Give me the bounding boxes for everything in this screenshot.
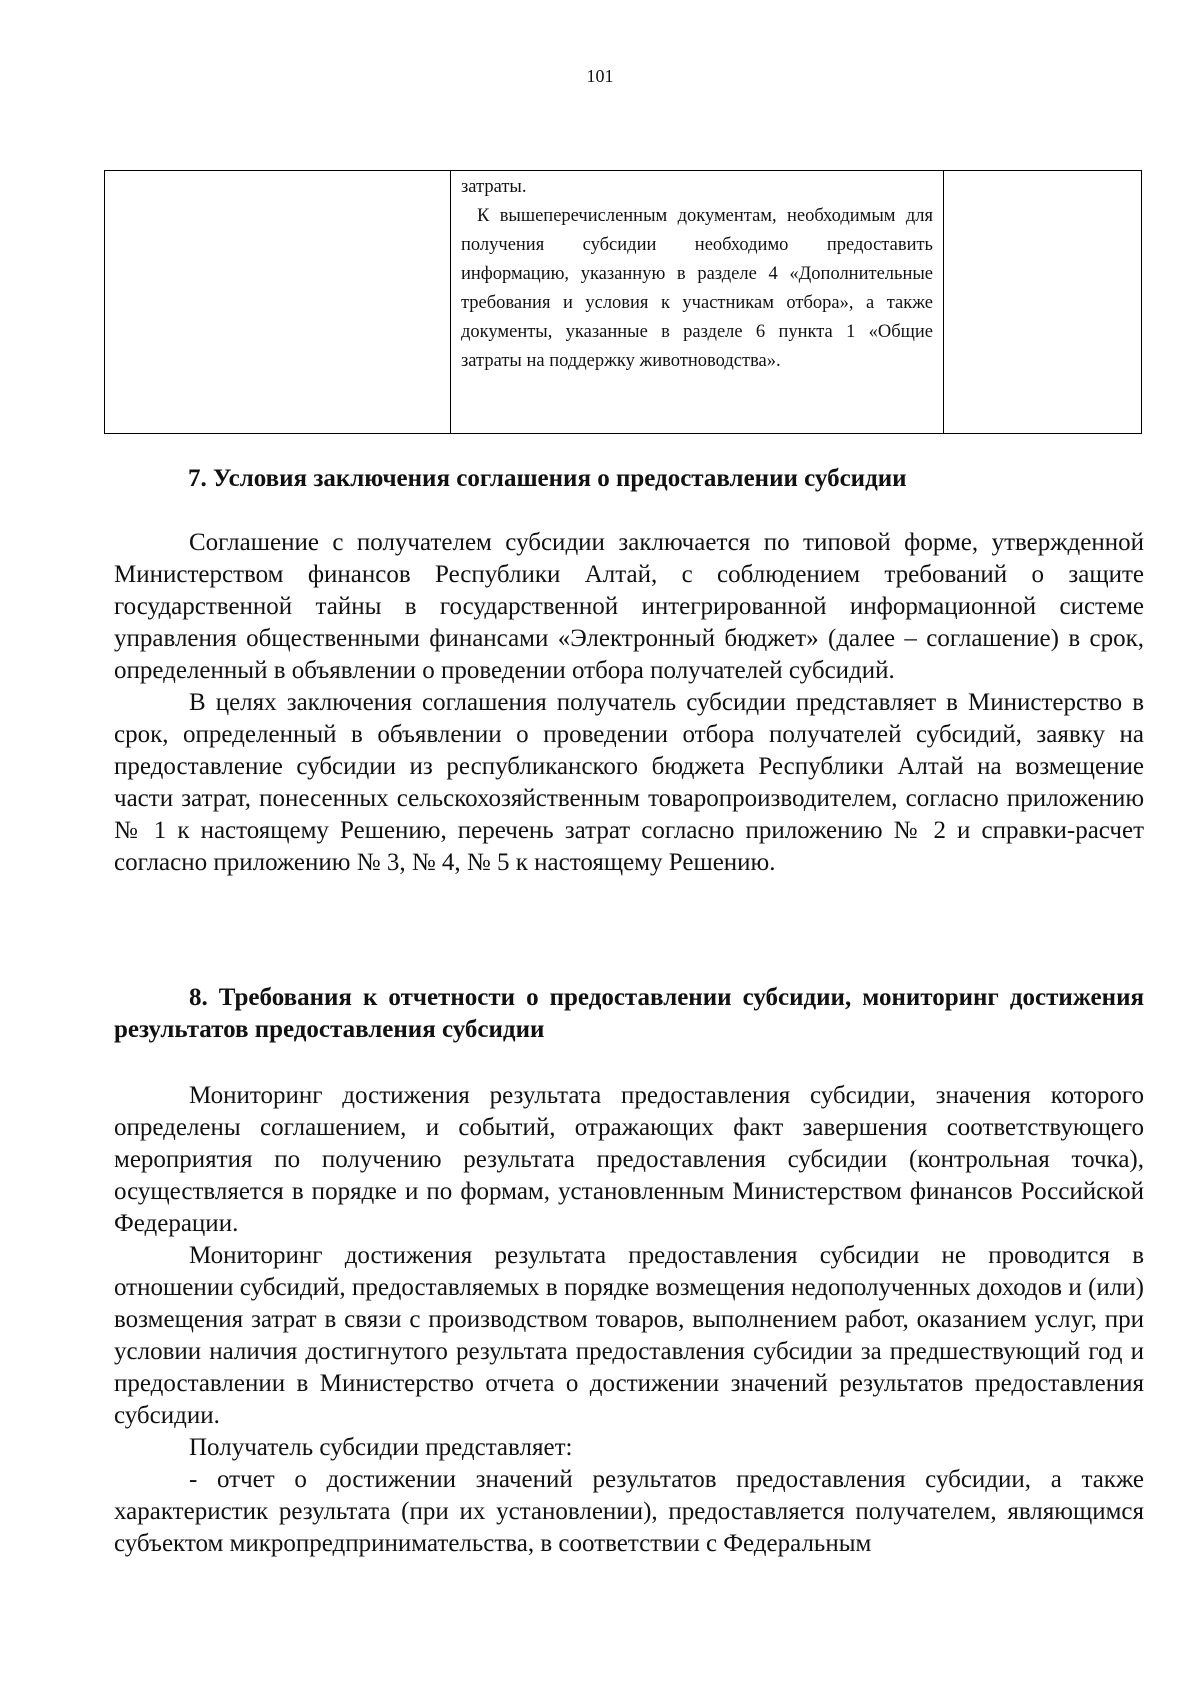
paragraph: Соглашение с получателем субсидии заключается по типовой форме, утвержденной Министерством финансов Республики Алтай, с соблюдением требований о защите государственной тайны в государственной интегрированной информационной системе управления общественными финансами «Электронный бюджет» (далее – соглашение) в срок, определенный в объявлении о проведении отбора получателей субсидий. bbox=[114, 529, 1144, 684]
paragraph: В целях заключения соглашения получатель субсидии представляет в Министерство в срок, определенный в объявлении о проведении отбора получателей субсидий, заявку на предоставление субсидии из республиканского бюджета Республики Алтай на возмещение части затрат, понесенных сельскохозяйственным товаропроизводителем, согласно приложению № 1 к настоящему Решению, перечень затрат согласно приложению № 2 и справки-расчет согласно приложению № 3, № 4, № 5 к настоящему Решению. bbox=[114, 689, 1144, 876]
table-cell-text bbox=[451, 171, 944, 434]
paragraph: Мониторинг достижения результата предоставления субсидии, значения которого определены соглашением, и событий, отражающих факт завершения соответствующего мероприятия по получению результата предоставления субсидии (контрольная точка), осуществляется в порядке и по формам, установленным Министерством финансов Российской Федерации. bbox=[114, 1082, 1144, 1237]
table-row bbox=[105, 171, 1142, 434]
continuation-table bbox=[104, 170, 1142, 434]
table-cell-empty-left bbox=[105, 171, 451, 434]
section-7-heading: 7. Условия заключения соглашения о предоставлении субсидии bbox=[188, 465, 907, 492]
paragraph: - отчет о достижении значений результатов предоставления субсидии, а также характеристик результата (при их установлении), предоставляется получателем, являющимся субъектом микропредпринимательства, в соответствии с Федеральным bbox=[114, 1466, 1144, 1557]
table-cell-line: К вышеперечисленным документам, необходимым для получения субсидии необходимо предоставить информацию, указанную в разделе 4 «Дополнительные требования и условия к участникам отбора», а также документы, указанные в разделе 6 пункта 1 «Общие затраты на поддержку животноводства». bbox=[461, 206, 933, 371]
table-cell-empty-right bbox=[944, 171, 1142, 434]
section-8-body bbox=[114, 1080, 1144, 1560]
table-cell-line: затраты. bbox=[461, 177, 527, 197]
paragraph: Мониторинг достижения результата предоставления субсидии не проводится в отношении субсидий, предоставляемых в порядке возмещения недополученных доходов и (или) возмещения затрат в связи с производством товаров, выполнением работ, оказанием услуг, при условии наличия достигнутого результата предоставления субсидии за предшествующий год и предоставлении в Министерство отчета о достижении значений результатов предоставления субсидии. bbox=[114, 1242, 1144, 1429]
page-number: 101 bbox=[586, 66, 614, 86]
paragraph: Получатель субсидии представляет: bbox=[189, 1434, 573, 1461]
section-7-body bbox=[114, 527, 1144, 879]
section-8-heading: 8. Требования к отчетности о предоставлении субсидии, мониторинг достижения результатов предоставления субсидии bbox=[114, 984, 1144, 1043]
